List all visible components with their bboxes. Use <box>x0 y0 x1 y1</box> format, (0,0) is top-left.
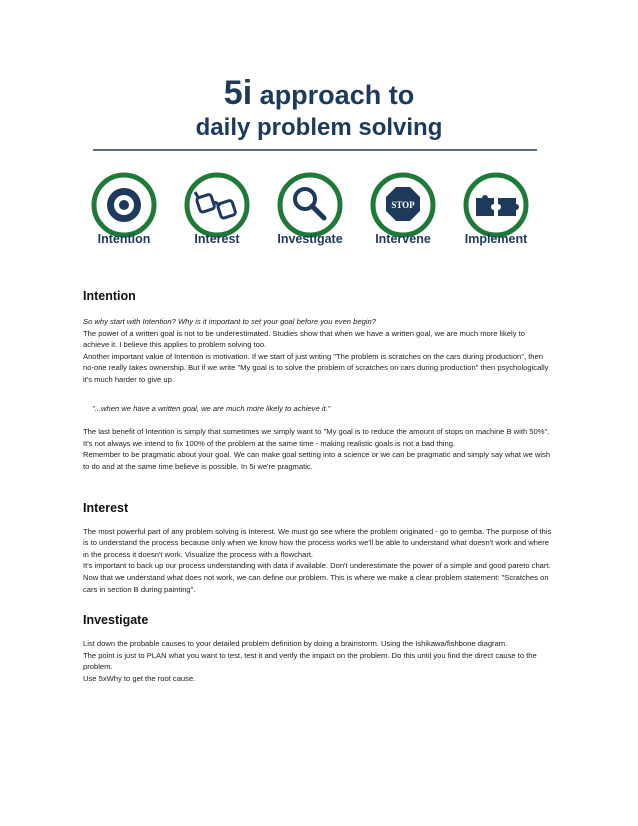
stop-sign-icon <box>370 172 436 238</box>
section-heading-investigate: Investigate <box>83 613 149 628</box>
page-title <box>0 74 638 113</box>
intention-quote: "...when we have a written goal, we are much more likely to achieve it." <box>92 403 331 413</box>
investigate-paragraph-3: Use 5xWhy to get the root cause. <box>83 673 196 683</box>
step-label-intention: Intention <box>97 232 151 246</box>
title-rest: approach to <box>259 80 415 110</box>
step-label-investigate: Investigate <box>277 232 343 246</box>
glasses-icon <box>184 172 250 238</box>
interest-paragraph-1: The most powerful part of any problem solving is Interest. We must go see where the problem originated - go to gemba. The purpose of this is to understand the process because only when we know how the process works we'll be able to understand what doesn't work and where in the process it doesn't work. Visualize the process with a flowchart. <box>83 526 552 559</box>
section-heading-interest: Interest <box>83 500 129 515</box>
article-body <box>83 288 553 684</box>
investigate-paragraph-2: The point is just to PLAN what you want to test, test it and verify the impact on the problem. Do this until you find the direct cause to the problem. <box>83 650 537 672</box>
target-icon <box>91 172 157 238</box>
intention-paragraph-3: The last benefit of Intention is simply that sometimes we simply want to "My goal is to reduce the amount of stops on machine B with 50%". It's not always we intend to fix 100% of the problem at the same time - making realistic goals is not a bad thing. <box>83 427 550 448</box>
step-label-implement: Implement <box>464 232 528 246</box>
interest-paragraph-3: Now that we understand what does not work, we can define our problem. This is where we make a clear problem statement: "Scratches on cars in section B during painting". <box>83 572 549 594</box>
intention-paragraph-2: Another important value of Intention is motivation. If we start of just writing "The problem is scratches on the cars during production", then no-one really takes ownership. But if we write "My goal is to solve the problem of scratches on cars during production" then psychologically it's much harder to give up. <box>83 351 549 384</box>
title-number: 5i <box>223 74 253 112</box>
puzzle-icon <box>463 172 529 238</box>
interest-paragraph-2: It's important to back up our process understanding with data if available. Don't underestimate the power of a simple and good pareto chart. <box>83 561 551 571</box>
intention-paragraph-4: Remember to be pragmatic about your goal. We can make goal setting into a science or we can be pragmatic and simply say what we wish to do and at the same time believe is possible. In 5i we're pragmatic. <box>83 450 551 471</box>
intention-question: So why start with Intention? Why is it important to set your goal before you even begin? <box>83 317 376 326</box>
intention-paragraph-1: The power of a written goal is not to be underestimated. Studies show that when we have a written goal, we are much more likely to achieve it. I believe this applies to problem solving too. <box>83 328 525 350</box>
section-heading-intention: Intention <box>83 289 136 303</box>
page-subtitle: daily problem solving <box>195 114 443 141</box>
header-banner <box>0 0 638 260</box>
title-divider <box>93 149 537 151</box>
stop-sign-text: STOP <box>391 200 415 210</box>
magnifier-icon <box>277 172 343 238</box>
step-label-interest: Interest <box>194 232 240 246</box>
step-label-intervene: Intervene <box>375 232 431 246</box>
investigate-paragraph-1: List down the probable causes to your detailed problem definition by doing a brainstorm. Using the Ishikawa/fishbone diagram. <box>83 639 508 649</box>
